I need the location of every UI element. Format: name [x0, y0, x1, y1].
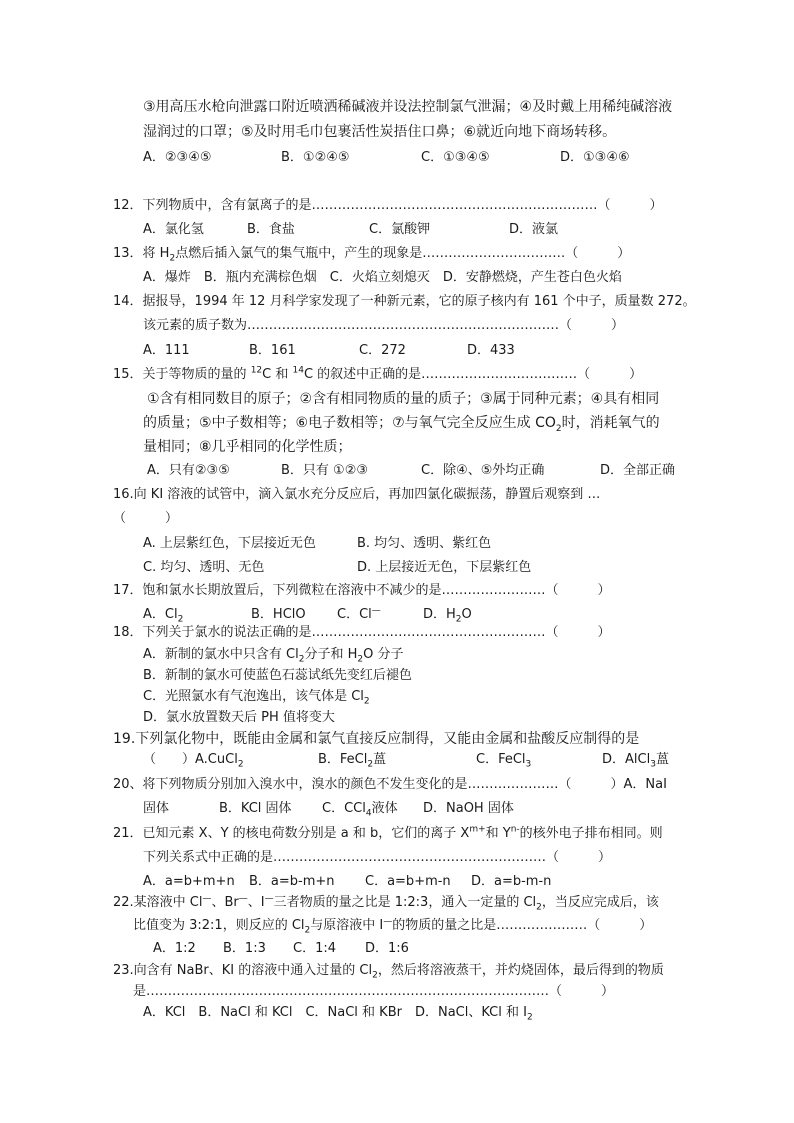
- q13-stem: 13．将 $H_2$点燃后插入氯气的集气瓶中，产生的现象是……………………………（ ）: [113, 246, 631, 264]
- q18-option-c[interactable]: C．光照氯水有气泡逸出，该气体是 $Cl_2$: [143, 689, 370, 707]
- q22-option-b[interactable]: B．1:3: [223, 941, 266, 956]
- q20-option-a-cont[interactable]: 固体: [143, 801, 170, 816]
- q11-line1: ③用高压水枪向泄露口附近喷洒稀碱液并设法控制氯气泄漏；④及时戴上用稀纯碱溶液: [143, 99, 673, 115]
- q16-option-b[interactable]: B. 均匀、透明、紫红色: [357, 536, 492, 551]
- q19-option-d[interactable]: D．AlCl$_3$蒕: [602, 752, 669, 770]
- q14-option-d[interactable]: D．433: [467, 343, 515, 358]
- q13-options[interactable]: A．爆炸 B．瓶内充满棕色烟 C．火焰立刻熄灭 D．安静燃烧，产生苍白色火焰: [143, 270, 622, 285]
- q17-option-a[interactable]: A．$Cl_2$: [143, 607, 184, 625]
- q21-option-a[interactable]: A．a=b+m+n: [143, 874, 235, 889]
- q21-option-b[interactable]: B．a=b-m+n: [249, 874, 335, 889]
- q19-option-c[interactable]: C．FeCl$_3$: [476, 752, 532, 770]
- q20-option-d[interactable]: D．NaOH 固体: [423, 801, 514, 816]
- q19-line1: 19.下列氯化物中，既能由金属和氯气直接反应制得，又能由金属和盐酸反应制得的是: [113, 731, 640, 747]
- q12-option-c[interactable]: C．氯酸钾: [369, 222, 431, 237]
- q20-option-b[interactable]: B．KCl 固体: [219, 801, 292, 816]
- q15-option-c[interactable]: C．除④、⑤外均正确: [421, 463, 545, 478]
- q19-option-b[interactable]: B．FeCl$_2$蒕: [318, 752, 387, 770]
- q21-option-d[interactable]: D．a=b-m-n: [471, 874, 552, 889]
- q12-option-b[interactable]: B．食盐: [247, 222, 295, 237]
- q22-line1: 22.某溶液中 Cl—、Br—、I—三者物质的量之比是 1:2:3，通入一定量的 $Cl_2$，当反应完成后，该: [113, 893, 659, 913]
- q11-line2: 湿润过的口罩；⑤及时用毛巾包裹活性炭捂住口鼻；⑥就近向地下商场转移。: [143, 124, 617, 140]
- q11-option-d[interactable]: D．①③④⑥: [560, 150, 630, 165]
- q18-stem: 18．下列关于氯水的说法正确的是………………………………………………（ ）: [113, 625, 611, 640]
- q21-line2: 下列关系式中正确的是………………………………………………………（ ）: [143, 850, 612, 865]
- q12-stem: 12．下列物质中，含有氯离子的是…………………………………………………………（ ）: [113, 198, 663, 213]
- q14-line2: 该元素的质子数为………………………………………………………………（ ）: [143, 318, 625, 333]
- q20-line1: 20、将下列物质分别加入溴水中，溴水的颜色不发生变化的是…………………（ ）A．NaI: [113, 777, 667, 792]
- q11-option-b[interactable]: B．①②④⑤: [281, 150, 350, 165]
- q23-options[interactable]: A．KCl B．NaCl 和 KCl C．NaCl 和 KBr D．NaCl、KCl 和 $I_2$: [143, 1005, 533, 1023]
- q15-line1: ①含有相同数目的原子；②含有相同物质的量的质子；③属于同种元素；④具有相同: [147, 391, 660, 407]
- q16-option-d[interactable]: D. 上层接近无色，下层紫红色: [357, 560, 532, 575]
- q15-option-a[interactable]: A．只有②③⑤: [147, 463, 230, 478]
- q21-line1: 21．已知元素 X、Y 的核电荷数分别是 a 和 b，它们的离子 $X^{m+}$和 $Y^{n-}$的核外电子排布相同。则: [113, 824, 663, 841]
- q14-option-b[interactable]: B．161: [249, 343, 296, 358]
- q17-option-d[interactable]: D．$H_2O$: [423, 607, 472, 625]
- q16-option-a[interactable]: A. 上层紫红色，下层接近无色: [143, 536, 316, 551]
- q18-option-d[interactable]: D．氯水放置数天后 PH 值将变大: [143, 710, 335, 725]
- q17-option-b[interactable]: B．HClO: [251, 607, 306, 622]
- q11-option-c[interactable]: C．①③④⑤: [421, 150, 490, 165]
- q22-option-d[interactable]: D．1:6: [365, 941, 409, 956]
- q18-option-a[interactable]: A．新制的氯水中只含有 $Cl_2$分子和 $H_2O$ 分子: [143, 647, 404, 665]
- q15-line3: 量相同；⑧几乎相同的化学性质；: [143, 439, 352, 455]
- q14-option-a[interactable]: A．111: [143, 343, 190, 358]
- q23-line2: 是…………………………………………………………………………………（ ）: [133, 984, 615, 999]
- q15-option-b[interactable]: B．只有 ①②③: [281, 463, 369, 478]
- q16-line1: 16.向 KI 溶液的试管中，滴入氯水充分反应后，再加四氯化碳振荡，静置后观察到 …: [113, 487, 601, 502]
- q12-option-d[interactable]: D．液氯: [509, 222, 559, 237]
- q15-option-d[interactable]: D．全部正确: [600, 463, 676, 478]
- q22-option-a[interactable]: A．1:2: [153, 941, 196, 956]
- q22-option-c[interactable]: C．1:4: [293, 941, 336, 956]
- q18-option-b[interactable]: B．新制的氯水可使蓝色石蕊试纸先变红后褪色: [143, 668, 412, 683]
- q22-line2: 比值变为 3:2:1，则反应的 $Cl_2$与原溶液中 I—的物质的量之比是…………………（ ）: [133, 916, 653, 936]
- q11-option-a[interactable]: A．②③④⑤: [143, 150, 212, 165]
- q20-option-c[interactable]: C．CCl$_4$液体: [322, 801, 398, 819]
- q16-option-c[interactable]: C. 均匀、透明、无色: [143, 560, 265, 575]
- q16-line2: （ ）: [113, 511, 179, 526]
- q23-line1: 23.向含有 NaBr、KI 的溶液中通入过量的 $Cl_2$，然后将溶液蒸干，并灼烧固体，最后得到的物质: [113, 963, 664, 981]
- q21-option-c[interactable]: C．a=b+m-n: [365, 874, 451, 889]
- q15-stem: 15．关于等物质的量的 $^{12}$C 和 $^{14}$C 的叙述中正确的是………………………………（ ）: [113, 365, 643, 382]
- q14-line1: 14．据报导，1994 年 12 月科学家发现了一种新元素，它的原子核内有 161 个中子，质量数 272。: [113, 294, 696, 309]
- q19-option-a[interactable]: （ ）A.CuCl$_2$: [143, 752, 244, 770]
- q12-option-a[interactable]: A．氯化氢: [143, 222, 204, 237]
- q17-stem: 17．饱和氯水长期放置后，下列微粒在溶液中不减少的是……………………（ ）: [113, 583, 611, 598]
- q14-option-c[interactable]: C．272: [359, 343, 406, 358]
- q17-option-c[interactable]: C．Cl—: [337, 605, 381, 622]
- q15-line2: 的质量；⑤中子数相等；⑥电子数相等；⑦与氧气完全反应生成 $CO_2$时，消耗氧气的: [143, 415, 660, 434]
